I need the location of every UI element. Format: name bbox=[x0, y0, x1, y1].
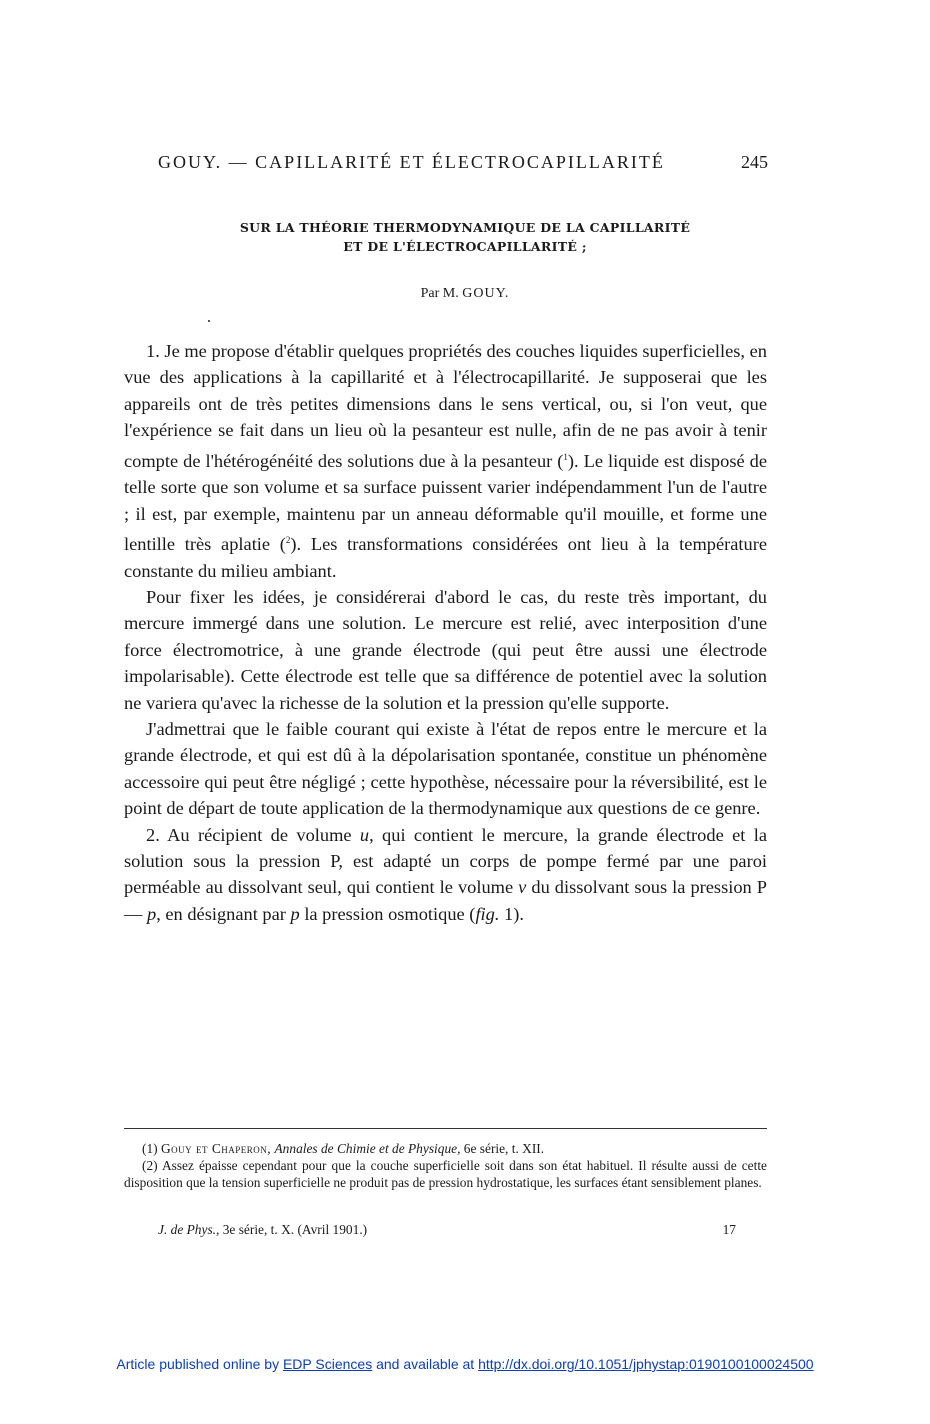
paragraph-4-text-a: 2. Au récipient de volume bbox=[146, 824, 360, 845]
article-title-line-2: ET DE L'ÉLECTROCAPILLARITÉ ; bbox=[343, 239, 587, 254]
article-body bbox=[124, 338, 767, 927]
footnote-1 bbox=[124, 1140, 767, 1157]
paragraph-4 bbox=[124, 822, 767, 928]
variable-p: p bbox=[147, 903, 157, 924]
online-notice-prefix: Article published online by bbox=[116, 1356, 280, 1372]
footnote-ref-2: 2 bbox=[285, 534, 291, 545]
publisher-link[interactable]: EDP Sciences bbox=[282, 1356, 373, 1372]
footnote-ref-1: 1 bbox=[563, 451, 568, 462]
paragraph-4-text-c: du dissolvant sous la pression P — bbox=[124, 877, 767, 924]
paragraph-2: Pour fixer les idées, je considérerai d'abord le cas, du reste très important, du mercure immergé dans une solution. Le mercure est relié, avec interposition d'une force électromotrice, à une grande électrode (qui peut être aussi une électrode impolarisable). Cette électrode est telle que sa différence de potentiel avec la solution ne variera qu'avec la richesse de la solution et la pression qu'elle supporte. bbox=[124, 586, 767, 713]
article-title-line-1: SUR LA THÉORIE THERMODYNAMIQUE DE LA CAPILLARITÉ bbox=[239, 220, 691, 235]
footnote-divider bbox=[124, 1128, 767, 1129]
footnote-1-rest: 6e série, t. XII. bbox=[463, 1141, 545, 1156]
footnote-2-mark: (2) bbox=[142, 1158, 158, 1174]
footnote-2-text: Assez épaisse cependant pour que la couche superficielle soit dans son état habituel. Il résulte aussi de cette disposition que la tension superficielle ne produit pas de pression hydrostatique, les surfaces étant sensiblement planes. bbox=[124, 1158, 768, 1191]
footnote-1-mark: (1) bbox=[142, 1141, 158, 1156]
journal-abbrev: J. de Phys., bbox=[158, 1222, 220, 1237]
footnote-1-journal: Annales de Chimie et de Physique, bbox=[274, 1141, 461, 1156]
paragraph-1-text-b: ). Le liquide est disposé de telle sorte que son volume et sa surface puissent varier indépendamment l'un de l'autre ; il est, par exemple, maintenu par un anneau déformable qu'il mouille, et forme une lentille très aplatie ( bbox=[124, 450, 767, 555]
paragraph-1-text-c: ). Les transformations considérées ont lieu à la température constante du milieu ambiant. bbox=[124, 534, 767, 581]
author-line bbox=[120, 286, 810, 302]
footnotes bbox=[124, 1140, 767, 1192]
figure-ref: fig. bbox=[475, 903, 500, 924]
paragraph-4-text-e: la pression osmotique ( bbox=[299, 903, 476, 924]
variable-v: v bbox=[518, 877, 527, 898]
paragraph-1 bbox=[124, 338, 767, 584]
paragraph-4-text-f: 1). bbox=[499, 903, 524, 924]
paragraph-4-text-d: , en désignant par bbox=[156, 903, 291, 924]
author-prefix: Par M. bbox=[420, 286, 459, 301]
scan-speck bbox=[208, 320, 210, 322]
page-number: 245 bbox=[741, 152, 768, 172]
variable-u: u bbox=[359, 824, 370, 845]
online-notice-middle: and available at bbox=[376, 1356, 475, 1372]
footnote-1-authors: Gouy et Chaperon, bbox=[160, 1141, 272, 1156]
footnote-2 bbox=[124, 1157, 767, 1191]
doi-link[interactable]: http://dx.doi.org/10.1051/jphystap:0190100100024500 bbox=[478, 1356, 814, 1372]
journal-volume: 3e série, t. X. (Avril 1901.) bbox=[222, 1222, 368, 1237]
paragraph-3: J'admettrai que le faible courant qui existe à l'état de repos entre le mercure et la grande électrode, et qui est dû à la dépolarisation spontanée, constitue un phénomène accessoire qui peut être négligé ; cette hypothèse, nécessaire pour la réversibilité, est le point de départ de toute application de la thermodynamique aux questions de ce genre. bbox=[124, 718, 767, 819]
article-title bbox=[120, 218, 810, 256]
online-notice bbox=[0, 1356, 930, 1372]
paragraph-4-text-b: , qui contient le mercure, la grande électrode et la solution sous la pression P, est adapté un corps de pompe fermé par une paroi perméable au dissolvant seul, qui contient le volume bbox=[124, 824, 767, 898]
journal-citation bbox=[158, 1222, 736, 1238]
sheet-number: 17 bbox=[722, 1222, 736, 1237]
paragraph-1-text-a: 1. Je me propose d'établir quelques propriétés des couches liquides superficielles, en vue des applications à la capillarité et à l'électrocapillarité. Je supposerai que les appareils ont de très petites dimensions dans le sens vertical, ou, si l'on veut, que l'expérience se fait dans un lieu où la pesanteur est nulle, afin de ne pas avoir à tenir compte de l'hétérogénéité des solutions due à la pesanteur ( bbox=[124, 341, 767, 471]
running-head-title: GOUY. — CAPILLARITÉ ET ÉLECTROCAPILLARITÉ bbox=[158, 152, 665, 172]
author-name: GOUY. bbox=[462, 286, 510, 301]
variable-p-2: p bbox=[290, 903, 300, 924]
